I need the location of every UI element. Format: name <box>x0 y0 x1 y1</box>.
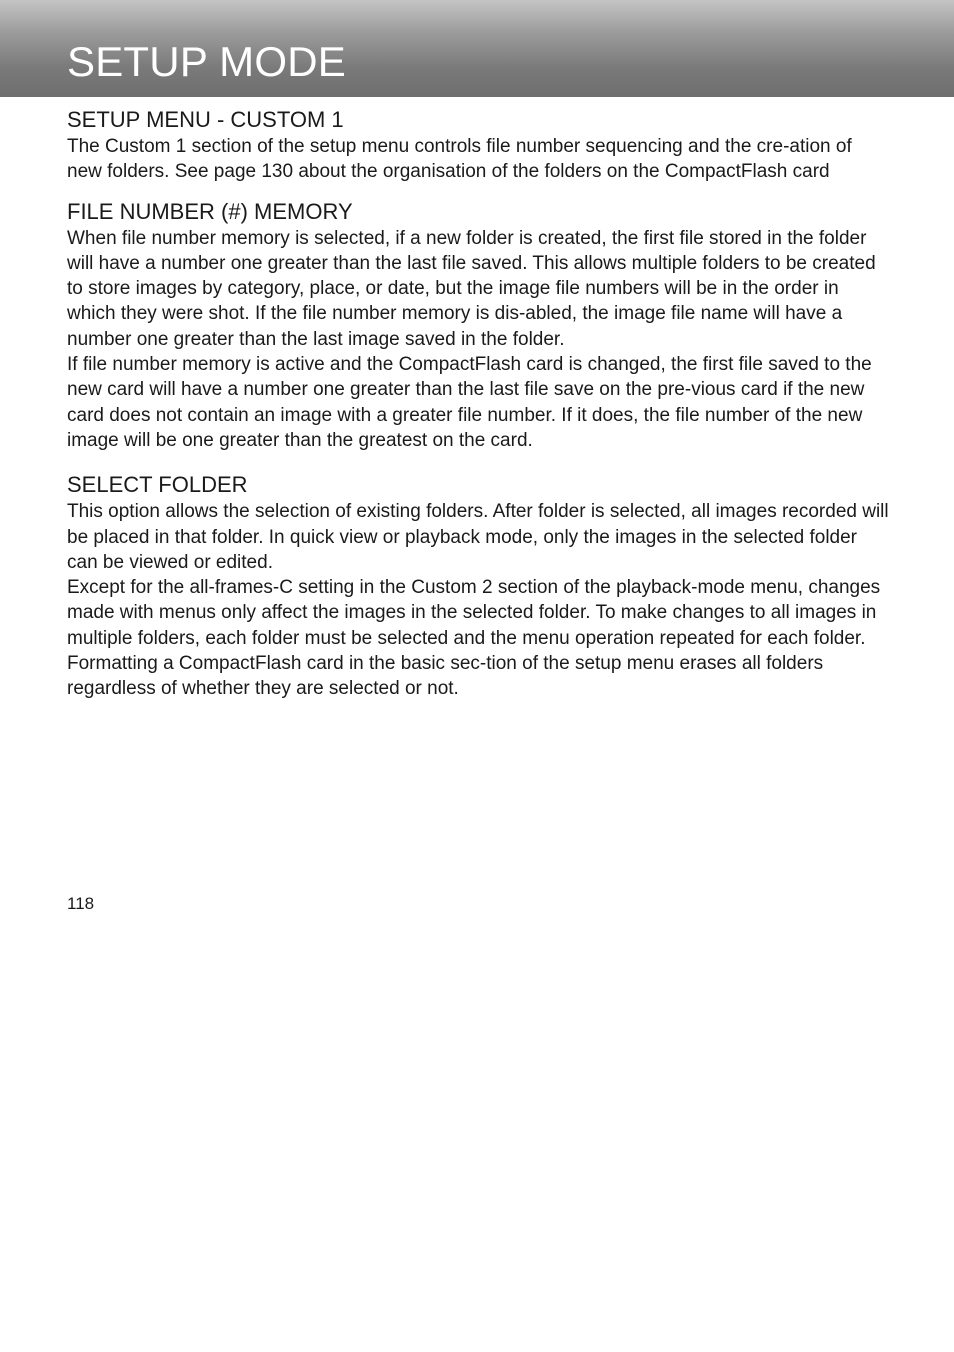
page-title: SETUP MODE <box>67 38 346 85</box>
section-file-number-memory <box>67 198 889 454</box>
body-paragraph: Except for the all-frames-C setting in the Custom 2 section of the playback-mode menu, changes made with menus only affect the images in the selected folder. To make changes to all images in multiple folders, each folder must be selected and the menu operation repeated for each folder. Formatting a CompactFlash card in the basic sec-tion of the setup menu erases all folders regardless of whether they are selected or not. <box>67 577 881 700</box>
section-heading: FILE NUMBER (#) MEMORY <box>67 198 353 224</box>
body-paragraph: The Custom 1 section of the setup menu controls file number sequencing and the cre-ation of new folders. See page 130 about the organisation of the folders on the CompactFlash card <box>67 136 852 183</box>
body-paragraph: This option allows the selection of existing folders. After folder is selected, all images recorded will be placed in that folder. In quick view or playback mode, only the images in the selected folder can be viewed or edited. <box>67 501 889 573</box>
section-select-folder <box>67 471 889 701</box>
page-content <box>67 106 889 702</box>
body-paragraph: When file number memory is selected, if a new folder is created, the first file stored in the folder will have a number one greater than the last file saved. This allows multiple folders to be created to store images by category, place, or date, but the image file numbers will be in the order in which they were shot. If the file number memory is dis-abled, the image file name will have a number one greater than the last image saved in the folder. <box>67 227 876 350</box>
section-heading: SELECT FOLDER <box>67 472 248 498</box>
body-paragraph: If file number memory is active and the CompactFlash card is changed, the first file saved to the new card will have a number one greater than the last file save on the pre-vious card if the new card does not contain an image with a greater file number. If it does, the file number of the new image will be one greater than the greatest on the card. <box>67 354 872 451</box>
section-heading: SETUP MENU - CUSTOM 1 <box>67 107 344 132</box>
page-number: 118 <box>67 894 95 913</box>
section-setup-menu-custom-1 <box>67 106 889 185</box>
